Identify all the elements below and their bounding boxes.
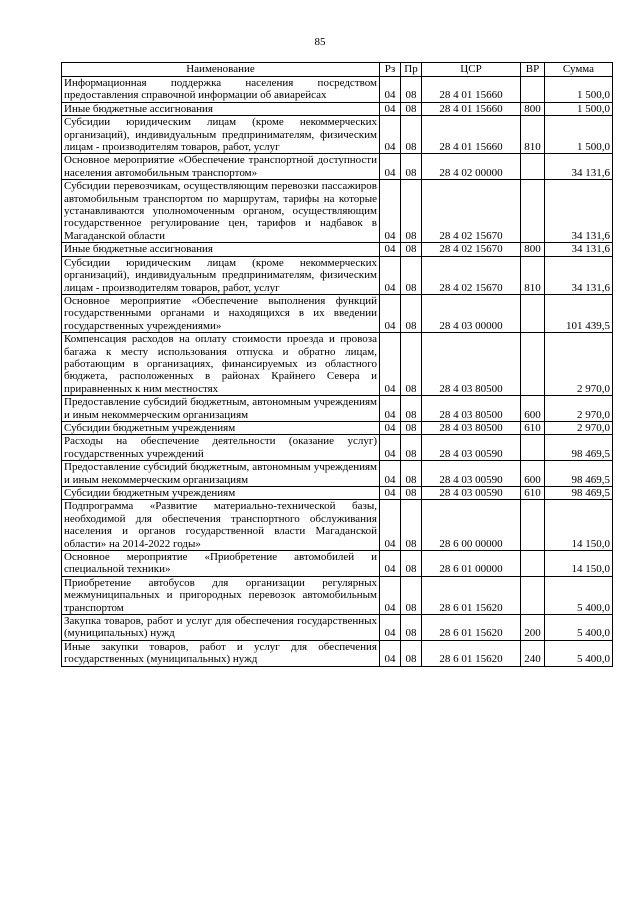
cell-pr: 08 [401, 180, 422, 243]
cell-name: Основное мероприятие «Обеспечение транспортной доступности населения автомобильным транспортом» [62, 154, 380, 180]
table-row [62, 615, 613, 641]
table-header-row [62, 63, 613, 77]
table-row [62, 154, 613, 180]
cell-vr: 810 [521, 256, 545, 294]
table-row [62, 294, 613, 332]
cell-rz: 04 [380, 102, 401, 115]
table-row [62, 102, 613, 115]
cell-vr: 240 [521, 640, 545, 666]
cell-pr: 08 [401, 500, 422, 551]
cell-rz: 04 [380, 500, 401, 551]
cell-sum: 101 439,5 [545, 294, 613, 332]
cell-name: Иные закупки товаров, работ и услуг для обеспечения государственных (муниципальных) нужд [62, 640, 380, 666]
cell-name: Основное мероприятие «Обеспечение выполнения функций государственными органами и находящихся в их введении государственных учреждениями» [62, 294, 380, 332]
cell-csr: 28 4 02 15670 [422, 256, 521, 294]
table-body [62, 77, 613, 667]
cell-sum: 2 970,0 [545, 396, 613, 422]
cell-csr: 28 4 03 80500 [422, 396, 521, 422]
cell-sum: 2 970,0 [545, 333, 613, 396]
cell-sum: 5 400,0 [545, 615, 613, 641]
cell-rz: 04 [380, 333, 401, 396]
cell-csr: 28 4 03 80500 [422, 333, 521, 396]
cell-pr: 08 [401, 396, 422, 422]
cell-pr: 08 [401, 421, 422, 434]
cell-csr: 28 6 01 00000 [422, 551, 521, 577]
cell-csr: 28 4 02 15670 [422, 243, 521, 256]
header-name: Наименование [62, 63, 380, 77]
header-sum: Сумма [545, 63, 613, 77]
cell-name: Информационная поддержка населения посредством предоставления справочной информации об авиарейсах [62, 77, 380, 103]
cell-name: Компенсация расходов на оплату стоимости проезда и провоза багажа к месту использования отпуска и обратно лицам, работающим в организациях, финансируемых из областного бюджета, расположенных в районах Крайнего Севера и приравненных к ним местностях [62, 333, 380, 396]
cell-name: Субсидии юридическим лицам (кроме некоммерческих организаций), индивидуальным предпринимателям, физическим лицам - производителям товаров, работ, услуг [62, 116, 380, 154]
cell-sum: 14 150,0 [545, 500, 613, 551]
cell-vr: 600 [521, 461, 545, 487]
cell-vr [521, 77, 545, 103]
cell-rz: 04 [380, 77, 401, 103]
cell-csr: 28 6 01 15620 [422, 615, 521, 641]
cell-rz: 04 [380, 421, 401, 434]
header-rz: Рз [380, 63, 401, 77]
cell-rz: 04 [380, 615, 401, 641]
table-row [62, 461, 613, 487]
cell-vr [521, 154, 545, 180]
cell-vr [521, 294, 545, 332]
cell-vr [521, 500, 545, 551]
cell-csr: 28 4 03 80500 [422, 421, 521, 434]
cell-rz: 04 [380, 487, 401, 500]
cell-pr: 08 [401, 487, 422, 500]
header-pr: Пр [401, 63, 422, 77]
cell-csr: 28 4 02 15670 [422, 180, 521, 243]
cell-sum: 1 500,0 [545, 77, 613, 103]
header-csr: ЦСР [422, 63, 521, 77]
cell-pr: 08 [401, 256, 422, 294]
cell-pr: 08 [401, 576, 422, 614]
table-row [62, 487, 613, 500]
cell-sum: 14 150,0 [545, 551, 613, 577]
budget-table [61, 62, 613, 667]
cell-rz: 04 [380, 256, 401, 294]
cell-csr: 28 4 01 15660 [422, 102, 521, 115]
cell-name: Основное мероприятие «Приобретение автомобилей и специальной техники» [62, 551, 380, 577]
table-row [62, 333, 613, 396]
cell-csr: 28 4 03 00000 [422, 294, 521, 332]
cell-rz: 04 [380, 551, 401, 577]
cell-csr: 28 4 03 00590 [422, 487, 521, 500]
cell-pr: 08 [401, 461, 422, 487]
cell-sum: 98 469,5 [545, 435, 613, 461]
cell-name: Подпрограмма «Развитие материально-технической базы, необходимой для обеспечения транспортного обслуживания населения и органов государственной власти Магаданской области» на 2014-2022 годы» [62, 500, 380, 551]
cell-rz: 04 [380, 116, 401, 154]
cell-pr: 08 [401, 154, 422, 180]
cell-pr: 08 [401, 640, 422, 666]
cell-pr: 08 [401, 551, 422, 577]
cell-csr: 28 4 03 00590 [422, 435, 521, 461]
cell-vr: 600 [521, 396, 545, 422]
cell-rz: 04 [380, 396, 401, 422]
cell-csr: 28 6 00 00000 [422, 500, 521, 551]
cell-pr: 08 [401, 294, 422, 332]
cell-name: Расходы на обеспечение деятельности (оказание услуг) государственных учреждений [62, 435, 380, 461]
cell-sum: 34 131,6 [545, 180, 613, 243]
header-vr: ВР [521, 63, 545, 77]
cell-sum: 1 500,0 [545, 102, 613, 115]
cell-csr: 28 4 02 00000 [422, 154, 521, 180]
cell-vr: 800 [521, 243, 545, 256]
cell-name: Субсидии бюджетным учреждениям [62, 487, 380, 500]
cell-name: Субсидии юридическим лицам (кроме некоммерческих организаций), индивидуальным предпринимателям, физическим лицам - производителям товаров, работ, услуг [62, 256, 380, 294]
table-row [62, 500, 613, 551]
cell-vr [521, 435, 545, 461]
cell-vr [521, 333, 545, 396]
cell-name: Субсидии бюджетным учреждениям [62, 421, 380, 434]
cell-sum: 5 400,0 [545, 640, 613, 666]
table-row [62, 551, 613, 577]
table-row [62, 396, 613, 422]
cell-sum: 34 131,6 [545, 243, 613, 256]
cell-sum: 98 469,5 [545, 487, 613, 500]
cell-csr: 28 6 01 15620 [422, 640, 521, 666]
cell-csr: 28 6 01 15620 [422, 576, 521, 614]
table-row [62, 180, 613, 243]
table-row [62, 421, 613, 434]
cell-sum: 34 131,6 [545, 154, 613, 180]
cell-pr: 08 [401, 615, 422, 641]
cell-name: Закупка товаров, работ и услуг для обеспечения государственных (муниципальных) нужд [62, 615, 380, 641]
cell-name: Предоставление субсидий бюджетным, автономным учреждениям и иным некоммерческим организациям [62, 461, 380, 487]
cell-rz: 04 [380, 154, 401, 180]
cell-sum: 98 469,5 [545, 461, 613, 487]
cell-rz: 04 [380, 243, 401, 256]
table-row [62, 576, 613, 614]
cell-name: Иные бюджетные ассигнования [62, 102, 380, 115]
cell-name: Приобретение автобусов для организации регулярных межмуниципальных и пригородных перевозок автомобильным транспортом [62, 576, 380, 614]
cell-rz: 04 [380, 435, 401, 461]
cell-pr: 08 [401, 435, 422, 461]
cell-vr [521, 551, 545, 577]
cell-name: Субсидии перевозчикам, осуществляющим перевозки пассажиров автомобильным транспортом по маршрутам, тарифы на которые устанавливаются уполномоченным органом, осуществляющим государственное регулирование цен, тарифов и надбавок в Магаданской области [62, 180, 380, 243]
cell-name: Иные бюджетные ассигнования [62, 243, 380, 256]
cell-vr: 610 [521, 487, 545, 500]
page-number: 85 [314, 36, 326, 48]
cell-rz: 04 [380, 180, 401, 243]
cell-sum: 34 131,6 [545, 256, 613, 294]
cell-csr: 28 4 01 15660 [422, 116, 521, 154]
table-row [62, 256, 613, 294]
cell-csr: 28 4 03 00590 [422, 461, 521, 487]
cell-rz: 04 [380, 576, 401, 614]
cell-pr: 08 [401, 243, 422, 256]
table-row [62, 435, 613, 461]
cell-sum: 2 970,0 [545, 421, 613, 434]
cell-sum: 1 500,0 [545, 116, 613, 154]
cell-pr: 08 [401, 116, 422, 154]
cell-sum: 5 400,0 [545, 576, 613, 614]
cell-vr [521, 180, 545, 243]
cell-vr [521, 576, 545, 614]
cell-vr: 810 [521, 116, 545, 154]
cell-pr: 08 [401, 77, 422, 103]
cell-pr: 08 [401, 102, 422, 115]
cell-rz: 04 [380, 640, 401, 666]
cell-rz: 04 [380, 461, 401, 487]
table-row [62, 77, 613, 103]
cell-vr: 800 [521, 102, 545, 115]
cell-rz: 04 [380, 294, 401, 332]
cell-csr: 28 4 01 15660 [422, 77, 521, 103]
cell-name: Предоставление субсидий бюджетным, автономным учреждениям и иным некоммерческим организациям [62, 396, 380, 422]
table-row [62, 640, 613, 666]
table-row [62, 243, 613, 256]
cell-vr: 610 [521, 421, 545, 434]
table-row [62, 116, 613, 154]
cell-vr: 200 [521, 615, 545, 641]
cell-pr: 08 [401, 333, 422, 396]
